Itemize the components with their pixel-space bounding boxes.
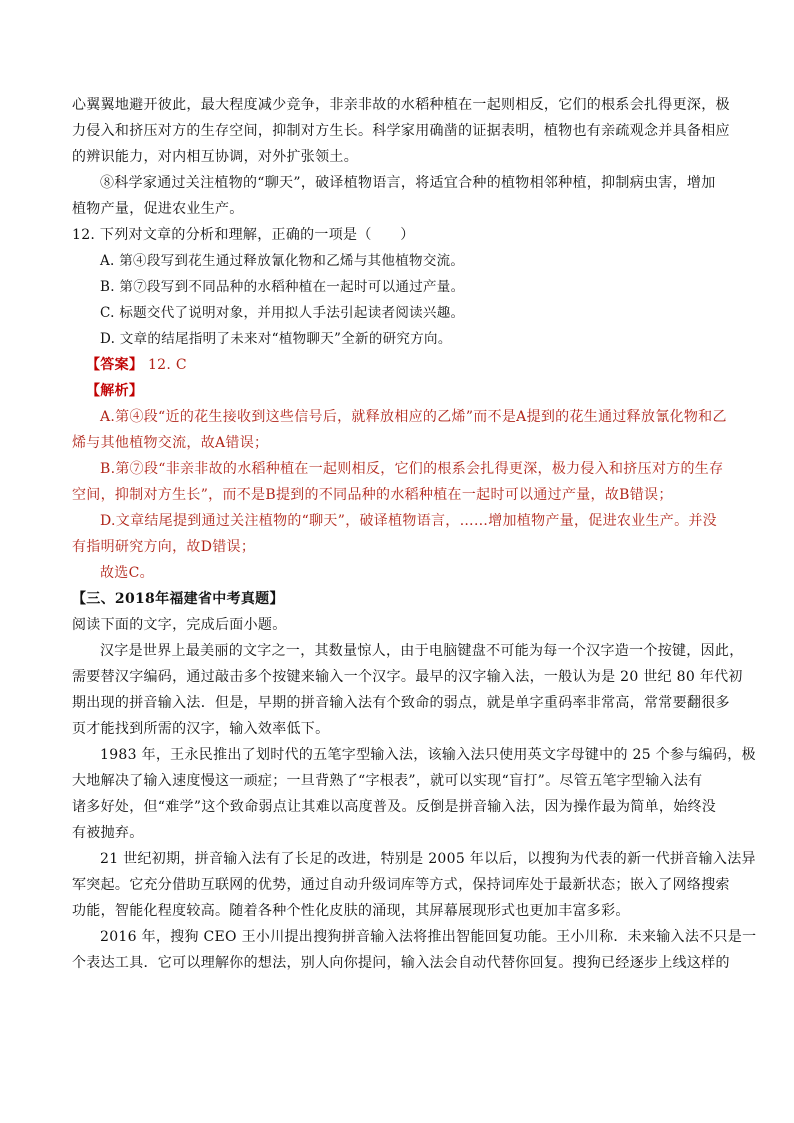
reading-paragraph-3 [72, 846, 756, 924]
passage-line: 1983 年，王永民推出了划时代的五笔字型输入法，该输入法只使用英文字母键中的 25 个参与编码，极 [100, 747, 756, 763]
option-b: B. 第⑦段写到不同品种的水稻种植在一起时可以通过产量。 [100, 279, 465, 295]
passage-line: 力侵入和挤压对方的生存空间，抑制对方生长。科学家用确凿的证据表明，植物也有亲疏观念并具备相应 [72, 123, 730, 139]
passage-line: 2016 年，搜狗 CEO 王小川提出搜狗拼音输入法将推出智能回复功能。王小川称．未来输入法不只是一 [100, 929, 757, 945]
paragraph-8 [72, 170, 722, 222]
passage-line: 诸多好处，但“难学”这个致命弱点让其难以高度普及。反倒是拼音输入法，因为操作最为简单，始终没 [72, 799, 717, 815]
option-c: C. 标题交代了说明对象，并用拟人手法引起读者阅读兴趣。 [100, 305, 465, 321]
section-2018-fujian [72, 586, 757, 976]
passage-line: 功能，智能化程度较高。随着各种个性化皮肤的涌现，其屏幕展现形式也更加丰富多彩。 [72, 903, 630, 919]
passage-line: 军突起。它充分借助互联网的优势，通过自动升级词库等方式，保持词库处于最新状态；嵌入了网络搜索 [72, 877, 730, 893]
section-instruction: 阅读下面的文字，完成后面小题。 [72, 617, 287, 633]
analysis-line: A.第④段“近的花生接收到这些信号后，就释放相应的乙烯”而不是A提到的花生通过释放氰化物和乙 [100, 409, 727, 425]
passage-line: 期出现的拼音输入法．但是，早期的拼音输入法有个致命的弱点，就是单字重码率非常高，常常要翻很多 [72, 695, 730, 711]
passage-line: 植物产量，促进农业生产。 [72, 201, 244, 217]
passage-line: 个表达工具．它可以理解你的想法，别人向你提问，输入法会自动代替你回复。搜狗已经逐步上线这样的 [72, 955, 730, 971]
passage-line: 页才能找到所需的汉字，输入效率低下。 [72, 721, 330, 737]
reading-paragraph-4 [72, 924, 757, 976]
question-stem: 12. 下列对文章的分析和理解，正确的一项是（ ） [72, 227, 415, 243]
analysis-line: 有指明研究方向，故D错误； [72, 539, 256, 555]
reading-paragraph-2 [72, 742, 756, 846]
section-heading: 【三、2018年福建省中考真题】 [72, 591, 284, 607]
option-a: A. 第④段写到花生通过释放氰化物和乙烯与其他植物交流。 [100, 253, 465, 269]
answer-value: 12. C [147, 357, 187, 373]
passage-line: 需要替汉字编码，通过敲击多个按键来输入一个汉字。最早的汉字输入法，一般认为是 20 世纪 80 年代初 [72, 669, 743, 685]
option-d: D. 文章的结尾指明了未来对“植物聊天”全新的研究方向。 [100, 331, 452, 347]
analysis-conclusion: 故选C。 [100, 565, 154, 581]
analysis-line: 空间，抑制对方生长”，而不是B提到的不同品种的水稻种植在一起时可以通过产量，故B错误； [72, 487, 673, 503]
passage-line: 大地解决了输入速度慢这一顽症；一旦背熟了“字根表”，就可以实现“盲打”。尽管五笔字型输入法有 [72, 773, 703, 789]
question-12 [72, 222, 722, 352]
analysis-line: D.文章结尾提到通过关注植物的“聊天”，破译植物语言，……增加植物产量，促进农业生产。并没 [100, 513, 717, 529]
answer-block [72, 352, 722, 378]
passage-line: 有被抛弃。 [72, 825, 144, 841]
passage-line: 心翼翼地避开彼此，最大程度减少竞争，非亲非故的水稻种植在一起则相反，它们的根系会扎得更深，极 [72, 97, 730, 113]
passage-line: 21 世纪初期，拼音输入法有了长足的改进，特别是 2005 年以后，以搜狗为代表的新一代拼音输入法异 [100, 851, 756, 867]
passage-line: ⑧科学家通过关注植物的“聊天”，破译植物语言，将适宜合种的植物相邻种植，抑制病虫害，增加 [100, 175, 716, 191]
analysis-line: B.第⑦段“非亲非故的水稻种植在一起则相反，它们的根系会扎得更深，极力侵入和挤压对方的生存 [100, 461, 724, 477]
passage-continuation [72, 92, 730, 170]
passage-line: 的辨识能力，对内相互协调，对外扩张领土。 [72, 149, 358, 165]
answer-label: 【答案】 [86, 357, 144, 373]
analysis-line: 烯与其他植物交流，故A错误； [72, 435, 269, 451]
reading-paragraph-1 [72, 638, 744, 742]
analysis-block [72, 378, 727, 586]
document-page [72, 92, 757, 976]
analysis-label: 【解析】 [86, 383, 144, 399]
passage-line: 汉字是世界上最美丽的文字之一，其数量惊人，由于电脑键盘不可能为每一个汉字造一个按键，因此， [100, 643, 744, 659]
